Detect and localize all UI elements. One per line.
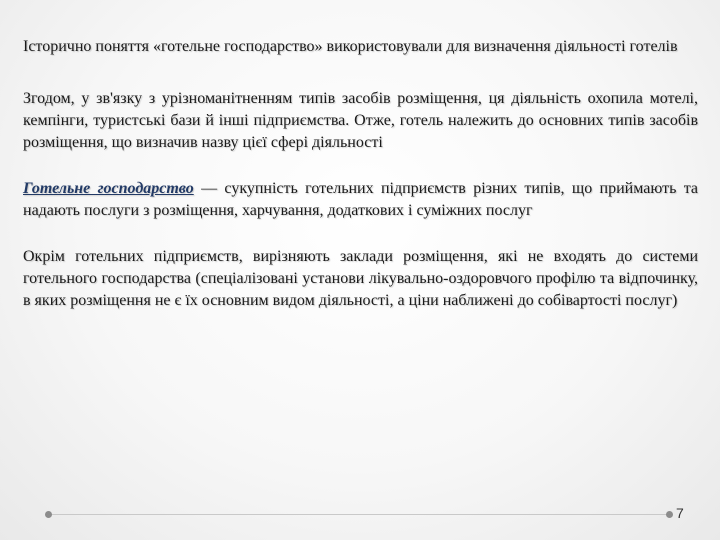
paragraph-expansion: Згодом, у зв'язку з урізноманітненням типів засобів розміщення, ця діяльність охопила мотелі, кемпінги, туристські бази й інші підприємства. Отже, готель належить до основних типів засобів розміщення, що визначив назву цієї сфері діяльності <box>23 90 698 151</box>
paragraph-historical-definition: Історично поняття «готельне господарство» використовували для визначення діяльності готелів <box>23 38 678 55</box>
paragraph-definition <box>23 178 698 222</box>
slide-content <box>23 36 698 332</box>
footer-right-dot-icon <box>666 511 673 518</box>
footer-divider <box>48 514 670 515</box>
defined-term: Готельне господарство <box>23 180 194 197</box>
paragraph-other-facilities: Окрім готельних підприємств, вирізняють заклади розміщення, які не входять до системи готельного господарства (спеціалізовані установи лікувально-оздоровчого профілю та відпочинку, в яких розміщення не є їх основним видом діяльності, а ціни наближені до собівартості послуг) <box>23 248 698 309</box>
footer-left-dot-icon <box>45 511 52 518</box>
definition-text: — сукупність готельних підприємств різних типів, що приймають та надають послуги з розміщення, харчування, додаткових і суміжних послуг <box>23 180 699 219</box>
page-number: 7 <box>676 505 684 521</box>
